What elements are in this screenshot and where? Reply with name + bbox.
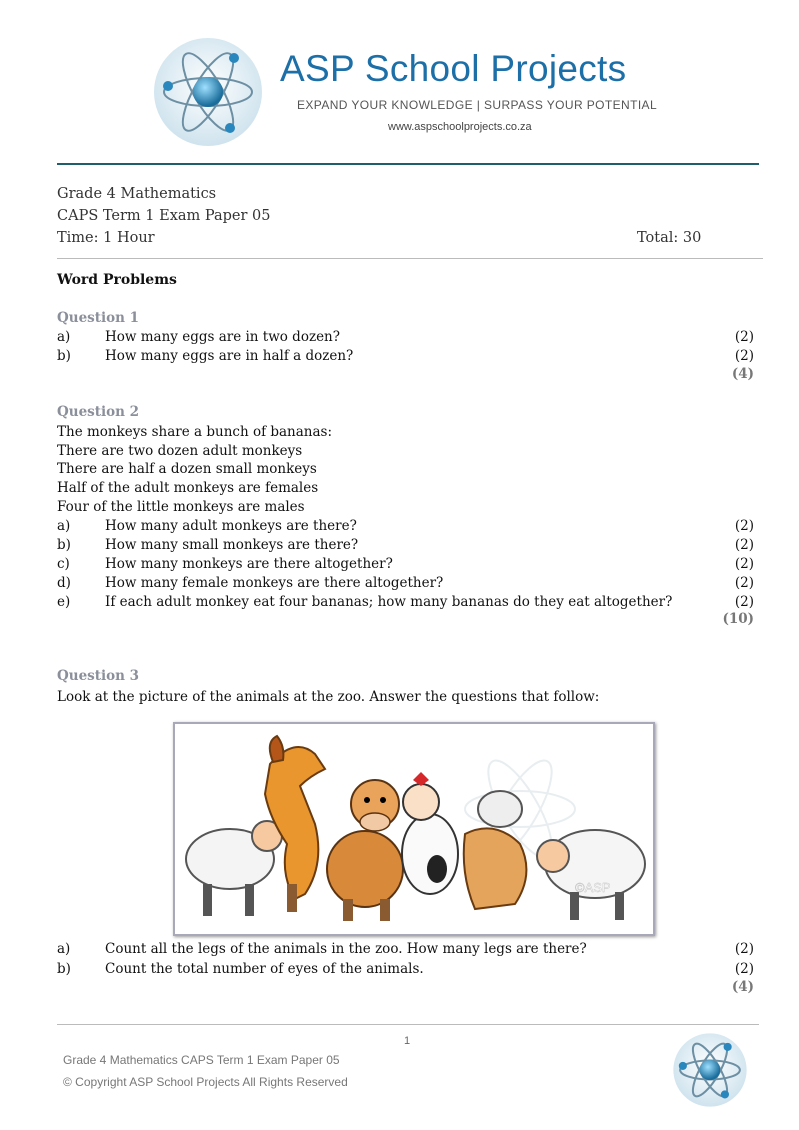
item-text: Count all the legs of the animals in the zoo. How many legs are there? [105,941,587,957]
item-letter: c) [57,556,70,572]
item-text: How many monkeys are there altogether? [105,556,393,572]
question-2-intro-line: The monkeys share a bunch of bananas: [57,424,333,440]
question-2a [57,517,754,536]
item-letter: b) [57,961,71,977]
item-marks: (2) [734,537,754,553]
question-1a [57,328,754,347]
zoo-animals-illustration [175,724,653,934]
question-1b [57,347,754,366]
item-marks: (2) [734,961,754,977]
item-letter: b) [57,348,71,364]
item-letter: d) [57,575,71,591]
item-marks: (2) [734,941,754,957]
footer-divider [57,1024,759,1025]
zoo-animals-picture [173,722,655,936]
item-text: How many adult monkeys are there? [105,518,357,534]
item-text: How many small monkeys are there? [105,537,359,553]
question-2-intro-line: There are two dozen adult monkeys [57,443,303,459]
item-letter: a) [57,941,71,957]
time-label: Time: 1 Hour [57,230,155,246]
question-1-total: (4) [731,366,754,382]
question-3-title: Question 3 [57,668,140,684]
item-letter: a) [57,518,71,534]
item-letter: a) [57,329,71,345]
item-marks: (2) [734,329,754,345]
meta-divider [57,258,763,259]
atom-logo-small-icon [672,1032,748,1108]
item-text: Count the total number of eyes of the animals. [105,961,424,977]
question-3-total: (4) [731,979,754,995]
brand-url: www.aspschoolprojects.co.za [388,121,532,133]
item-letter: b) [57,537,71,553]
item-text: How many eggs are in two dozen? [105,329,340,345]
atom-logo-icon [152,36,264,148]
section-heading: Word Problems [57,272,177,288]
total-label: Total: 30 [637,230,702,246]
question-2-title: Question 2 [57,404,140,420]
header-divider [57,163,759,165]
footer-paper-title: Grade 4 Mathematics CAPS Term 1 Exam Paper 05 [63,1053,340,1067]
question-2-intro-line: Four of the little monkeys are males [57,499,305,515]
item-marks: (2) [734,575,754,591]
question-3a [57,940,754,959]
question-2-intro-line: Half of the adult monkeys are females [57,480,319,496]
paper-label: CAPS Term 1 Exam Paper 05 [57,208,271,224]
question-2d [57,574,754,593]
question-2c [57,555,754,574]
item-marks: (2) [734,518,754,534]
question-2b [57,536,754,555]
question-3-intro: Look at the picture of the animals at the zoo. Answer the questions that follow: [57,689,600,705]
footer-copyright: © Copyright ASP School Projects All Rights Reserved [63,1075,348,1089]
item-text: How many eggs are in half a dozen? [105,348,354,364]
brand-tagline: EXPAND YOUR KNOWLEDGE | SURPASS YOUR POTENTIAL [297,98,658,112]
question-2e [57,593,754,612]
question-2-total: (10) [722,611,754,627]
picture-watermark: ©ASP [575,880,611,895]
item-marks: (2) [734,594,754,610]
brand-title: ASP School Projects [280,48,627,89]
item-text: If each adult monkey eat four bananas; how many bananas do they eat altogether? [105,594,673,610]
grade-label: Grade 4 Mathematics [57,186,217,202]
question-3b [57,960,754,979]
question-2-intro-line: There are half a dozen small monkeys [57,461,317,477]
item-letter: e) [57,594,71,610]
page-number: 1 [404,1035,411,1047]
item-marks: (2) [734,348,754,364]
item-marks: (2) [734,556,754,572]
item-text: How many female monkeys are there altogether? [105,575,444,591]
question-1-title: Question 1 [57,310,140,326]
